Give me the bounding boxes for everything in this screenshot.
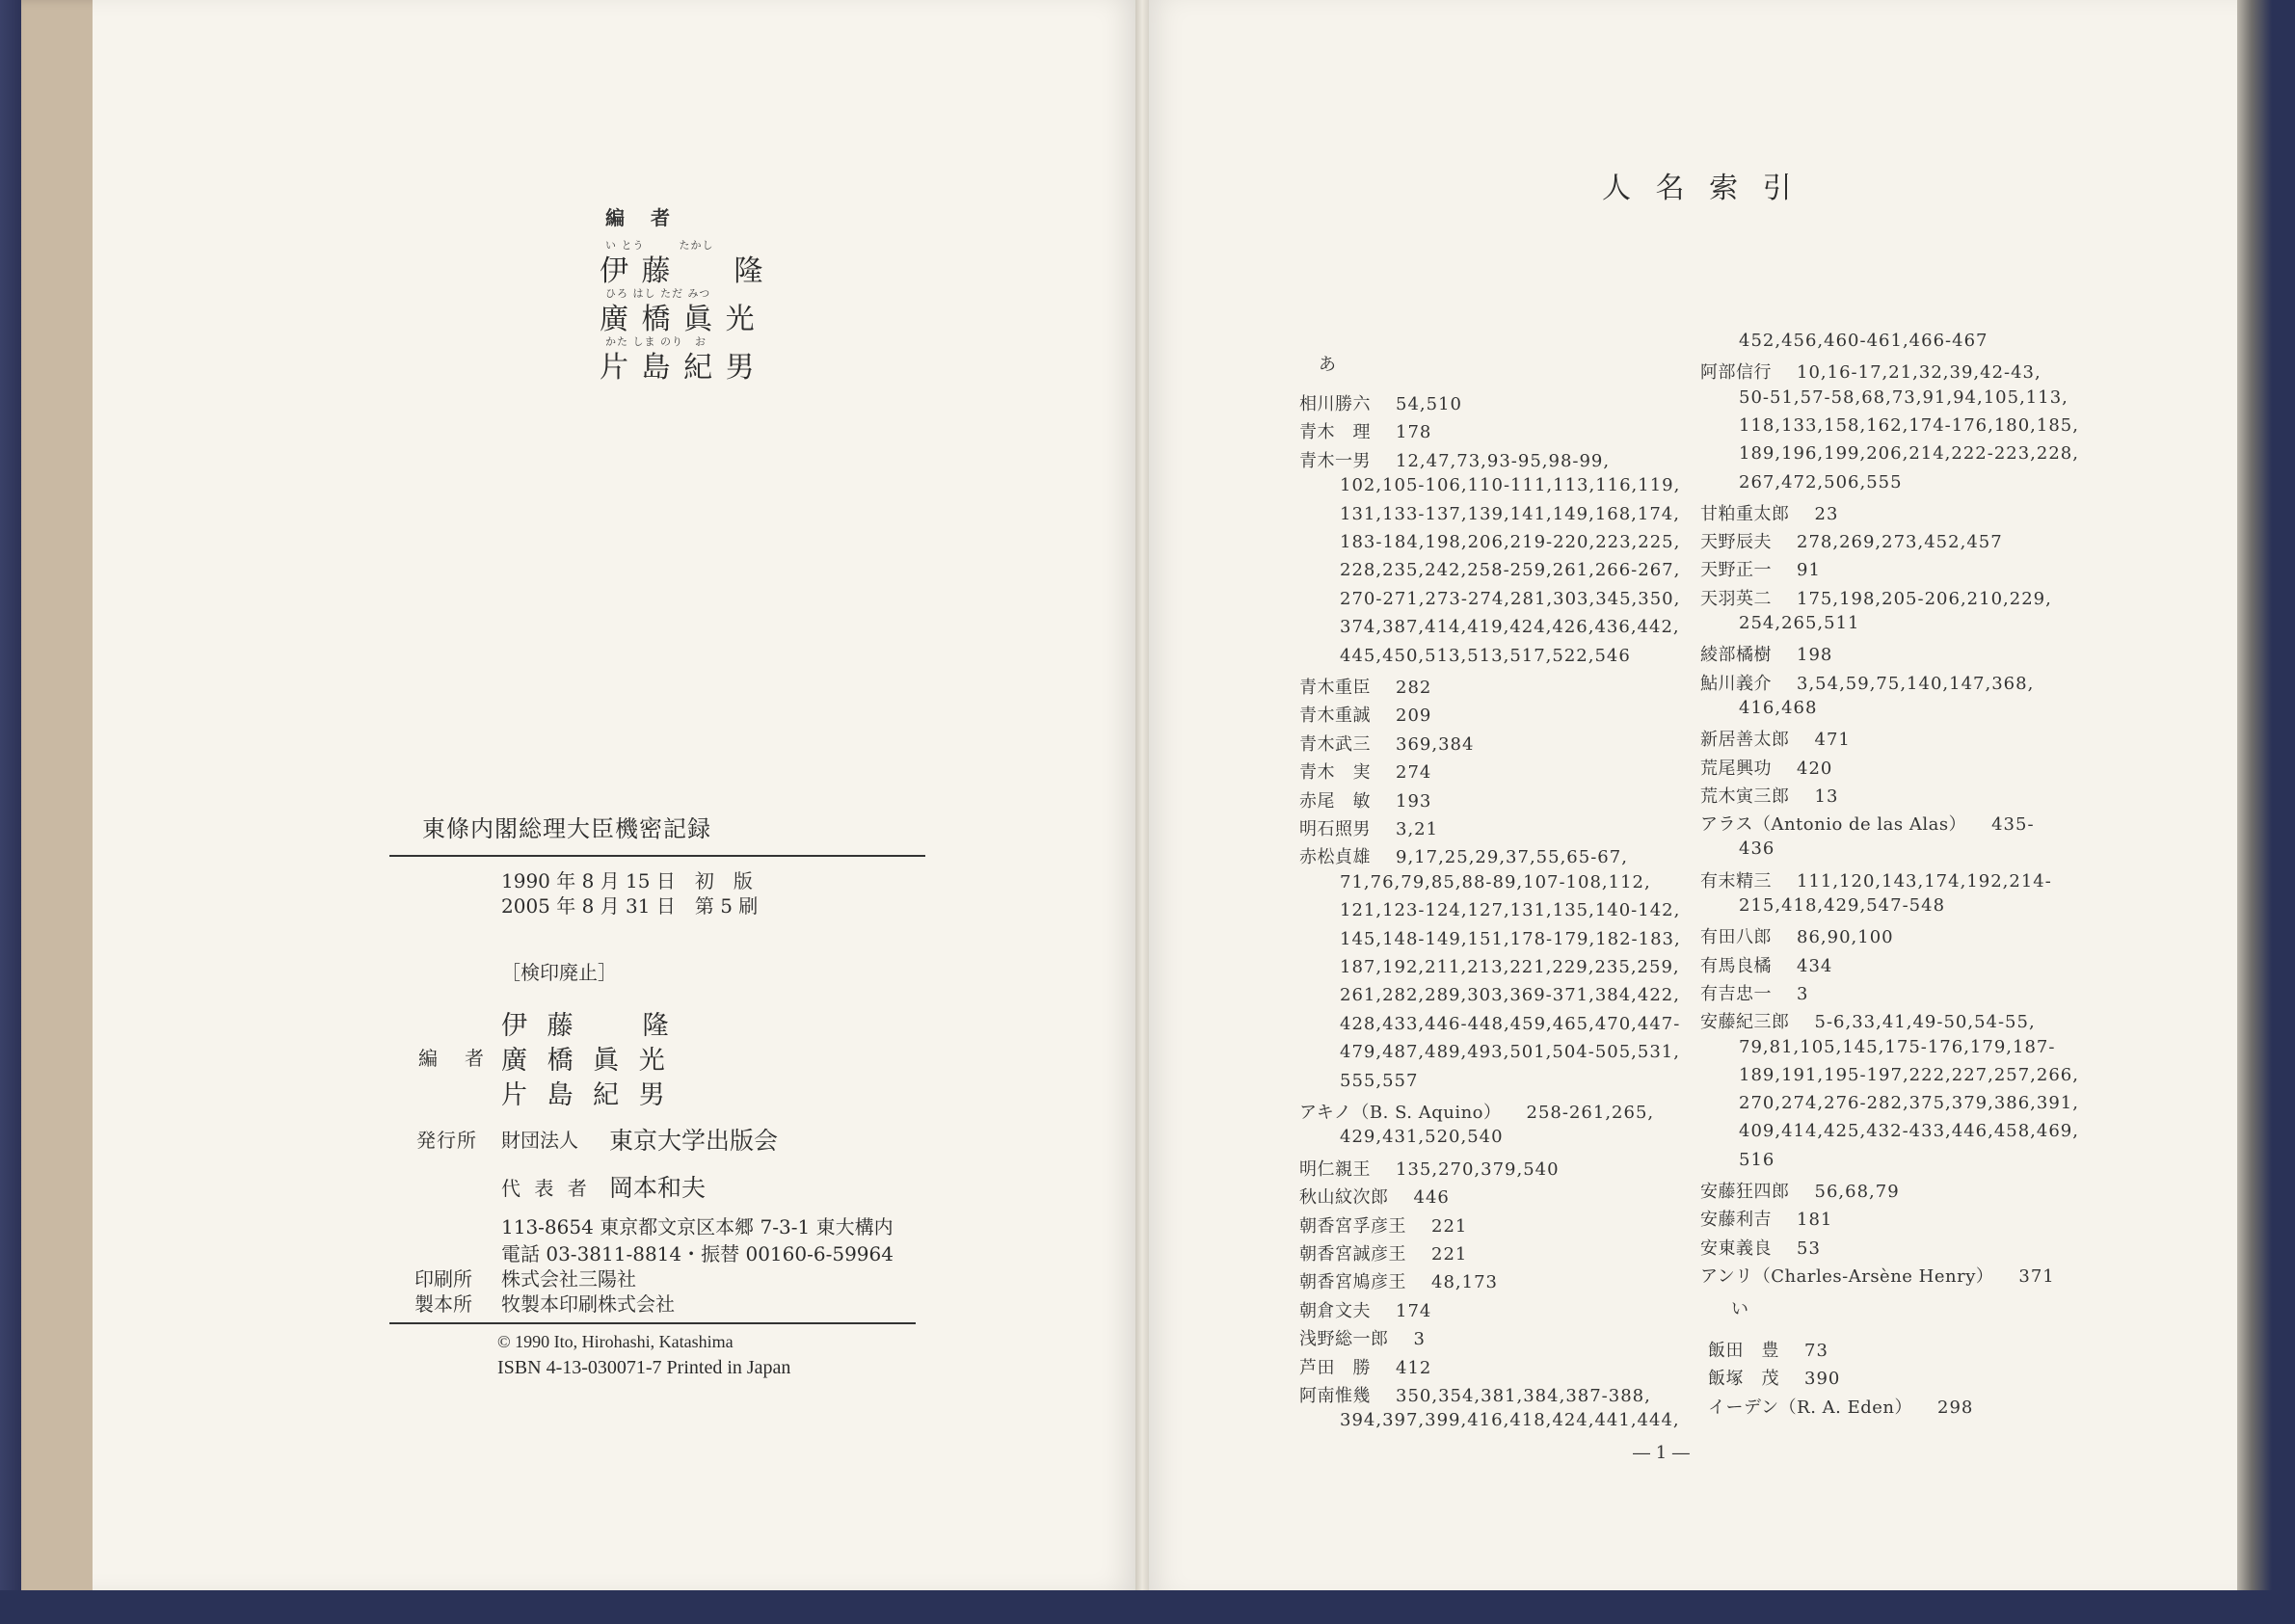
index-entry-pages: 13 <box>1814 785 1839 807</box>
index-entry-name: 秋山紋次郎 <box>1299 1187 1389 1209</box>
index-entry-name: 朝香宮孚彦王 <box>1299 1215 1406 1237</box>
index-entry <box>1700 528 2003 553</box>
editor-1-name: 伊 藤 隆 <box>600 254 765 288</box>
kana-heading-a: あ <box>1319 355 1336 375</box>
index-entry-continuation: 187,192,211,213,221,229,235,259, <box>1340 957 1680 977</box>
index-entry-pages: 278,269,273,452,457 <box>1797 532 2003 553</box>
index-entry <box>1700 1235 1821 1260</box>
index-entry <box>1700 952 1832 977</box>
index-entry-continuation: 452,456,460-461,466-467 <box>1739 331 1988 351</box>
index-entry <box>1700 755 1832 780</box>
index-entry-continuation: 261,282,289,303,369-371,384,422, <box>1340 985 1680 1006</box>
index-entry <box>1299 1325 1426 1350</box>
isbn-line: ISBN 4-13-030071-7 Printed in Japan <box>497 1357 791 1378</box>
index-entry <box>1299 731 1474 756</box>
index-entry <box>1700 641 1832 666</box>
index-entry-pages: 3 <box>1413 1329 1426 1350</box>
index-entry <box>1299 1354 1431 1379</box>
index-entry-pages: 175,198,205-206,210,229, <box>1797 588 2052 609</box>
index-entry <box>1700 585 2052 610</box>
index-entry <box>1299 1268 1498 1293</box>
index-entry-name: 青木重誠 <box>1299 706 1371 727</box>
index-entry <box>1700 359 2041 384</box>
index-entry-continuation: 270-271,273-274,281,303,345,350, <box>1340 588 1681 609</box>
index-entry-continuation: 516 <box>1739 1149 1775 1170</box>
index-entry <box>1299 815 1438 840</box>
index-entry <box>1700 1178 1900 1203</box>
index-entry-name: 赤松貞雄 <box>1299 847 1371 868</box>
publisher-address: 113-8654 東京都文京区本郷 7-3-1 東大構内 <box>501 1215 894 1238</box>
index-entry <box>1299 1212 1467 1238</box>
edition-fifth: 2005 年 8 月 31 日 第 5 刷 <box>501 894 759 918</box>
index-entry-name: 荒尾興功 <box>1700 758 1772 779</box>
index-entry-continuation: 374,387,414,419,424,426,436,442, <box>1340 617 1680 638</box>
index-entry-pages: 174 <box>1396 1300 1432 1321</box>
book-edge-right <box>2237 0 2295 1624</box>
colophon-editor-3: 片 島 紀 男 <box>501 1080 671 1110</box>
index-entry <box>1299 447 1610 472</box>
index-entry <box>1299 1156 1560 1181</box>
index-entry-name: アンリ（Charles-Arsène Henry） <box>1700 1265 1994 1287</box>
index-entry-pages: 178 <box>1396 422 1432 443</box>
binder-name: 牧製本印刷株式会社 <box>501 1292 675 1316</box>
index-entry-pages: 369,384 <box>1396 733 1475 755</box>
publisher-label: 発行所 <box>416 1129 477 1152</box>
index-entry-name: 赤尾 敏 <box>1299 790 1371 812</box>
index-entry-pages: 471 <box>1814 730 1851 751</box>
index-entry <box>1299 1099 1654 1124</box>
index-entry-pages: 371 <box>2018 1265 2055 1287</box>
index-entry-pages: 23 <box>1814 503 1839 524</box>
index-entry-pages: 111,120,143,174,192,214- <box>1797 870 2052 892</box>
index-entry-name: 朝香宮鳩彦王 <box>1299 1272 1406 1293</box>
index-entry-name: アラス（Antonio de las Alas） <box>1700 814 1967 836</box>
editor-2-name: 廣 橋 眞 光 <box>600 303 757 336</box>
index-entry-name: 青木 実 <box>1299 762 1371 784</box>
index-entry <box>1299 1184 1450 1209</box>
index-entry-name: 浅野総一郎 <box>1299 1329 1389 1350</box>
index-entry-pages: 274 <box>1396 762 1432 784</box>
index-entry-pages: 54,510 <box>1396 394 1462 414</box>
index-entry <box>1299 787 1431 812</box>
index-entry-pages: 73 <box>1804 1341 1828 1361</box>
index-entry-name: 天羽英二 <box>1700 588 1772 609</box>
index-entry-name: 青木武三 <box>1299 733 1371 755</box>
index-entry-pages: 91 <box>1797 560 1821 581</box>
book-spine-left <box>0 0 21 1624</box>
index-entry-continuation: 215,418,429,547-548 <box>1739 895 1946 916</box>
index-entry-pages: 282 <box>1396 678 1432 698</box>
index-entry-pages: 298 <box>1937 1397 1974 1418</box>
index-entry-continuation: 121,123-124,127,131,135,140-142, <box>1340 900 1681 921</box>
index-entry-name: 飯田 豊 <box>1708 1341 1779 1361</box>
index-entry <box>1700 1008 2036 1033</box>
index-entry-name: 朝香宮誠彦王 <box>1299 1244 1406 1265</box>
index-entry <box>1299 1297 1431 1322</box>
index-entry-name: 明仁親王 <box>1299 1158 1371 1180</box>
index-entry <box>1299 759 1431 784</box>
colophon-bottom-rule <box>389 1322 916 1324</box>
index-entry-continuation: 555,557 <box>1340 1070 1419 1091</box>
index-entry <box>1700 867 2052 892</box>
index-entry <box>1700 1206 1832 1231</box>
index-entry-name: 青木重臣 <box>1299 678 1371 698</box>
index-entry-continuation: 445,450,513,513,517,522,546 <box>1340 645 1631 666</box>
kana-heading-i: い <box>1731 1299 1748 1319</box>
colophon-editor-2: 廣 橋 眞 光 <box>501 1046 671 1076</box>
index-entry-name: 有馬良橘 <box>1700 955 1772 976</box>
index-entry <box>1700 783 1838 808</box>
publisher-name: 東京大学出版会 <box>609 1127 779 1155</box>
index-entry <box>1700 500 1838 525</box>
index-title: 人 名 索 引 <box>1602 172 1800 205</box>
index-entry-pages: 3,21 <box>1396 819 1439 839</box>
index-entry-pages: 86,90,100 <box>1797 927 1894 948</box>
index-entry-name: 有末精三 <box>1700 870 1772 892</box>
index-entry-name: 安藤利吉 <box>1700 1210 1772 1231</box>
index-entry-name: 青木 理 <box>1299 422 1371 443</box>
index-entry <box>1299 390 1462 415</box>
edition-first: 1990 年 8 月 15 日 初 版 <box>501 869 753 892</box>
index-entry-name: 阿部信行 <box>1700 362 1772 384</box>
index-entry <box>1299 1240 1467 1265</box>
index-entry-continuation: 270,274,276-282,375,379,386,391, <box>1739 1093 2079 1114</box>
index-entry-pages: 350,354,381,384,387-388, <box>1396 1386 1651 1406</box>
index-entry-continuation: 428,433,446-448,459,465,470,447- <box>1340 1013 1681 1034</box>
index-entry <box>1299 674 1431 699</box>
binder-label: 製本所 <box>414 1292 472 1316</box>
index-entry-pages: 48,173 <box>1431 1272 1498 1293</box>
index-entry-continuation: 436 <box>1739 839 1775 860</box>
index-entry-pages: 258-261,265, <box>1526 1103 1655 1123</box>
index-entry-pages: 420 <box>1797 758 1833 779</box>
colophon-book-title: 東條内閣総理大臣機密記録 <box>422 815 711 842</box>
index-entry <box>1708 1394 1973 1419</box>
index-entry-name: 安東義良 <box>1700 1238 1772 1259</box>
page-number: ― 1 ― <box>1633 1443 1690 1463</box>
index-entry-pages: 10,16-17,21,32,39,42-43, <box>1797 362 2041 384</box>
index-entry-pages: 3,54,59,75,140,147,368, <box>1797 673 2035 694</box>
book-bottom-edge <box>0 1590 2295 1624</box>
index-entry-name: 安藤紀三郎 <box>1700 1012 1790 1033</box>
index-entry-name: 有吉忠一 <box>1700 983 1772 1004</box>
index-entry-pages: 390 <box>1804 1369 1841 1390</box>
colophon-top-rule <box>389 855 925 857</box>
index-entry-name: 相川勝六 <box>1299 394 1371 414</box>
index-entry-continuation: 50-51,57-58,68,73,91,94,105,113, <box>1739 386 2068 408</box>
index-entry-continuation: 267,472,506,555 <box>1739 471 1903 493</box>
index-entry-continuation: 254,265,511 <box>1739 613 1860 633</box>
index-entry <box>1700 980 1808 1005</box>
publisher-type: 財団法人 <box>501 1129 578 1152</box>
editor-3-name: 片 島 紀 男 <box>600 351 757 385</box>
index-entry-pages: 56,68,79 <box>1814 1182 1900 1202</box>
publisher-phone: 電話 03-3811-8814・振替 00160-6-59964 <box>501 1242 894 1265</box>
index-entry-pages: 181 <box>1797 1210 1833 1231</box>
index-entry-pages: 198 <box>1797 645 1833 666</box>
index-entry-name: 安藤狂四郎 <box>1700 1182 1790 1202</box>
index-entry-name: アキノ（B. S. Aquino） <box>1299 1103 1502 1123</box>
index-entry-continuation: 131,133-137,139,141,149,168,174, <box>1340 503 1680 524</box>
index-entry-pages: 3 <box>1797 983 1809 1004</box>
editor-2-ruby: ひろ はし ただ みつ <box>605 287 711 300</box>
index-entry <box>1700 1263 2055 1288</box>
index-entry-name: イーデン（R. A. Eden） <box>1708 1397 1912 1418</box>
seal-note: ［検印廃止］ <box>501 961 617 984</box>
editor-1-ruby: い とう たかし <box>605 239 714 252</box>
index-entry-continuation: 79,81,105,145,175-176,179,187- <box>1739 1036 2056 1057</box>
index-entry-name: 新居善太郎 <box>1700 730 1790 751</box>
index-entry <box>1700 726 1851 751</box>
index-entry-name: 朝倉文夫 <box>1299 1300 1371 1321</box>
page-gutter <box>1135 0 1149 1600</box>
index-entry-name: 甘粕重太郎 <box>1700 503 1790 524</box>
index-entry <box>1299 843 1628 868</box>
index-entry-name: 青木一男 <box>1299 450 1371 471</box>
index-entry-pages: 9,17,25,29,37,55,65-67, <box>1396 847 1628 868</box>
index-entry-continuation: 409,414,425,432-433,446,458,469, <box>1739 1121 2079 1142</box>
index-entry-pages: 53 <box>1797 1238 1821 1259</box>
index-entry-pages: 435- <box>1991 814 2035 836</box>
index-entry <box>1299 418 1431 443</box>
index-entry-name: 天野正一 <box>1700 560 1772 581</box>
index-entry <box>1700 556 1821 581</box>
index-entry-pages: 446 <box>1413 1187 1450 1209</box>
index-entry-continuation: 429,431,520,540 <box>1340 1127 1504 1148</box>
index-entry <box>1700 811 2035 836</box>
representative-name: 岡本和夫 <box>609 1174 707 1202</box>
index-entry-pages: 193 <box>1396 790 1432 812</box>
index-entry-name: 荒木寅三郎 <box>1700 785 1790 807</box>
index-entry <box>1299 1382 1651 1407</box>
index-entry-pages: 434 <box>1797 955 1833 976</box>
index-entry-continuation: 145,148-149,151,178-179,182-183, <box>1340 928 1681 949</box>
index-entry-name: 芦田 勝 <box>1299 1357 1371 1378</box>
index-entry-name: 鮎川義介 <box>1700 673 1772 694</box>
index-entry-continuation: 416,468 <box>1739 697 1818 718</box>
colophon-editor-1: 伊 藤 隆 <box>501 1011 675 1041</box>
index-entry-pages: 5-6,33,41,49-50,54-55, <box>1814 1012 2036 1033</box>
index-entry <box>1708 1337 1828 1362</box>
index-entry-pages: 135,270,379,540 <box>1396 1158 1560 1180</box>
index-entry-pages: 221 <box>1431 1215 1468 1237</box>
index-entry-pages: 221 <box>1431 1244 1468 1265</box>
copyright-line: © 1990 Ito, Hirohashi, Katashima <box>497 1332 734 1351</box>
index-entry-continuation: 102,105-106,110-111,113,116,119, <box>1340 475 1681 496</box>
index-entry-continuation: 189,191,195-197,222,227,257,266, <box>1739 1064 2079 1085</box>
index-entry <box>1708 1365 1840 1390</box>
representative-label: 代 表 者 <box>501 1177 591 1200</box>
editors-heading: 編 者 <box>605 206 680 229</box>
editors-label: 編 者 <box>418 1047 488 1070</box>
index-entry-continuation: 228,235,242,258-259,261,266-267, <box>1340 560 1681 581</box>
index-entry-name: 飯塚 茂 <box>1708 1369 1779 1390</box>
index-entry <box>1700 923 1894 948</box>
index-entry <box>1299 702 1431 727</box>
editor-3-ruby: かた しま のり お <box>605 335 707 348</box>
index-entry-pages: 209 <box>1396 706 1432 727</box>
printer-name: 株式会社三陽社 <box>501 1267 636 1291</box>
index-entry-continuation: 394,397,399,416,418,424,441,444, <box>1340 1410 1680 1431</box>
printer-label: 印刷所 <box>414 1267 472 1291</box>
index-entry-continuation: 118,133,158,162,174-176,180,185, <box>1739 414 2079 436</box>
index-entry-name: 阿南惟幾 <box>1299 1386 1371 1406</box>
index-entry-name: 綾部橘樹 <box>1700 645 1772 666</box>
index-entry-pages: 12,47,73,93-95,98-99, <box>1396 450 1611 471</box>
index-entry-continuation: 479,487,489,493,501,504-505,531, <box>1340 1042 1680 1063</box>
index-entry-continuation: 189,196,199,206,214,222-223,228, <box>1739 443 2079 465</box>
index-entry <box>1700 670 2034 695</box>
index-entry-name: 明石照男 <box>1299 819 1371 839</box>
index-entry-continuation: 71,76,79,85,88-89,107-108,112, <box>1340 871 1651 892</box>
index-entry-continuation: 183-184,198,206,219-220,223,225, <box>1340 532 1681 552</box>
index-entry-pages: 412 <box>1396 1357 1432 1378</box>
index-entry-name: 有田八郎 <box>1700 927 1772 948</box>
index-entry-name: 天野辰夫 <box>1700 532 1772 553</box>
